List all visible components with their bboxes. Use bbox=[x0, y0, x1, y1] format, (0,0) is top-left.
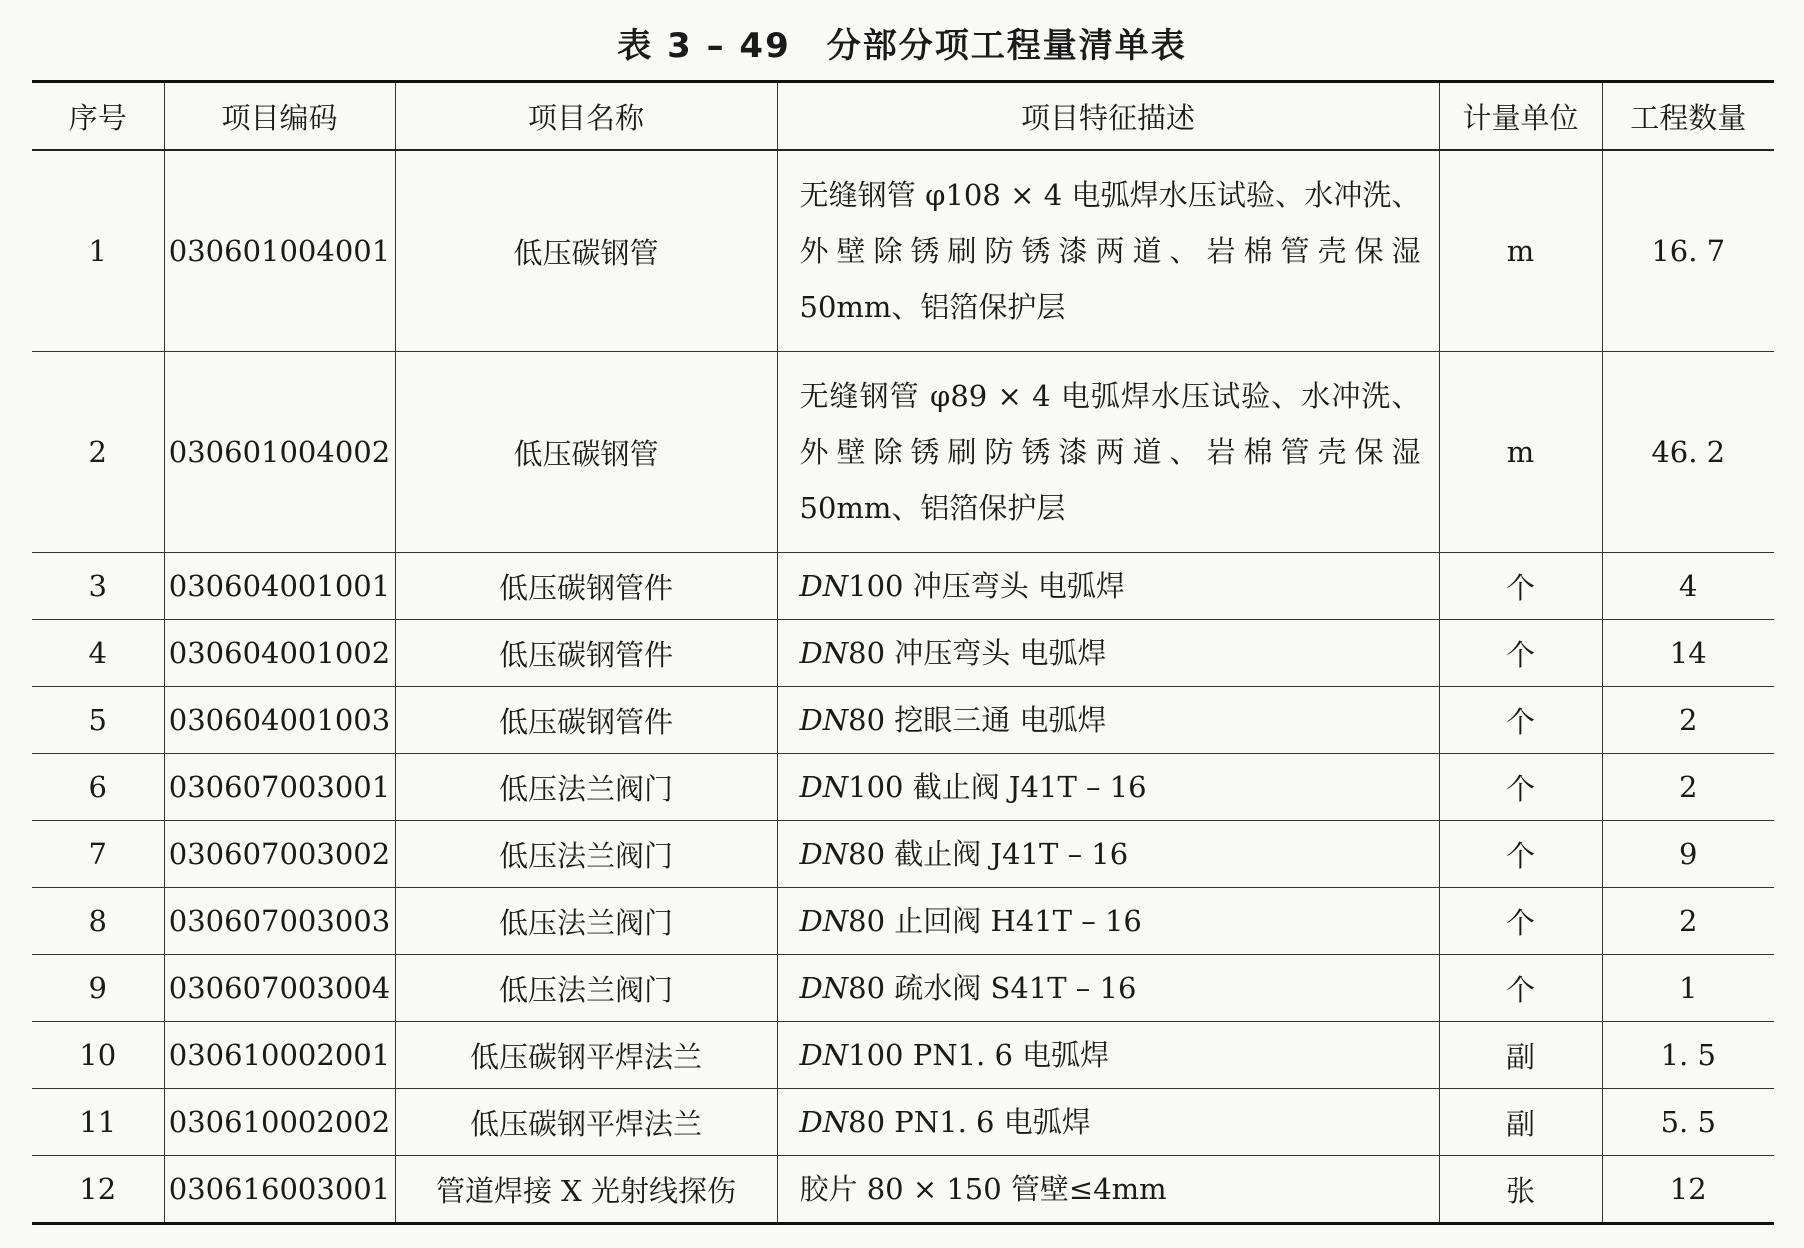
desc-text: 80 止回阀 H41T – 16 bbox=[848, 904, 1142, 938]
table-row bbox=[32, 1022, 1774, 1089]
table-row bbox=[32, 1156, 1774, 1224]
table-title bbox=[0, 18, 1804, 67]
cell-name: 低压碳钢管 bbox=[395, 352, 777, 553]
desc-text: 80 截止阀 J41T – 16 bbox=[848, 837, 1129, 871]
table-row bbox=[32, 1089, 1774, 1156]
cell-seq: 4 bbox=[32, 620, 164, 687]
cell-desc bbox=[777, 150, 1439, 352]
cell-qty: 2 bbox=[1602, 687, 1774, 754]
cell-unit: 个 bbox=[1439, 955, 1602, 1022]
table-row bbox=[32, 955, 1774, 1022]
desc-text: 80 冲压弯头 电弧焊 bbox=[848, 636, 1107, 670]
cell-code: 030601004001 bbox=[164, 150, 395, 352]
table-row bbox=[32, 620, 1774, 687]
table-row bbox=[32, 754, 1774, 821]
cell-unit: 个 bbox=[1439, 754, 1602, 821]
table-body bbox=[32, 150, 1774, 1224]
table-row bbox=[32, 888, 1774, 955]
cell-name: 低压碳钢管件 bbox=[395, 553, 777, 620]
desc-prefix: DN bbox=[799, 1038, 849, 1072]
cell-seq: 8 bbox=[32, 888, 164, 955]
cell-qty: 16. 7 bbox=[1602, 150, 1774, 352]
cell-desc bbox=[777, 620, 1439, 687]
cell-desc bbox=[777, 955, 1439, 1022]
cell-qty: 5. 5 bbox=[1602, 1089, 1774, 1156]
desc-text: 100 截止阀 J41T – 16 bbox=[848, 770, 1147, 804]
table-title-text: 分部分项工程量清单表 bbox=[826, 26, 1187, 66]
cell-desc bbox=[777, 888, 1439, 955]
cell-unit: m bbox=[1439, 352, 1602, 553]
cell-code: 030607003002 bbox=[164, 821, 395, 888]
cell-name: 低压碳钢平焊法兰 bbox=[395, 1089, 777, 1156]
table-row bbox=[32, 553, 1774, 620]
cell-qty: 14 bbox=[1602, 620, 1774, 687]
header-seq: 序号 bbox=[32, 82, 164, 151]
cell-seq: 1 bbox=[32, 150, 164, 352]
cell-seq: 5 bbox=[32, 687, 164, 754]
desc-prefix: DN bbox=[799, 904, 849, 938]
desc-text: 80 疏水阀 S41T – 16 bbox=[848, 971, 1137, 1005]
quantity-list-table bbox=[32, 80, 1774, 1225]
cell-unit: 个 bbox=[1439, 687, 1602, 754]
cell-name: 管道焊接 X 光射线探伤 bbox=[395, 1156, 777, 1224]
cell-code: 030604001003 bbox=[164, 687, 395, 754]
cell-qty: 9 bbox=[1602, 821, 1774, 888]
desc-text: 100 冲压弯头 电弧焊 bbox=[848, 569, 1125, 603]
header-unit: 计量单位 bbox=[1439, 82, 1602, 151]
cell-unit: 个 bbox=[1439, 553, 1602, 620]
header-desc: 项目特征描述 bbox=[777, 82, 1439, 151]
desc-text: 100 PN1. 6 电弧焊 bbox=[848, 1038, 1110, 1072]
desc-text: 无缝钢管 φ108 × 4 电弧焊水压试验、水冲洗、外壁除锈刷防锈漆两道、岩棉管壳保湿 50mm、铝箔保护层 bbox=[799, 178, 1421, 324]
cell-unit: 副 bbox=[1439, 1022, 1602, 1089]
cell-code: 030604001002 bbox=[164, 620, 395, 687]
desc-prefix: DN bbox=[799, 770, 849, 804]
cell-unit: 张 bbox=[1439, 1156, 1602, 1224]
desc-text: 无缝钢管 φ89 × 4 电弧焊水压试验、水冲洗、外壁除锈刷防锈漆两道、岩棉管壳保湿 50mm、铝箔保护层 bbox=[799, 379, 1421, 525]
header-qty: 工程数量 bbox=[1602, 82, 1774, 151]
cell-name: 低压碳钢管 bbox=[395, 150, 777, 352]
header-code: 项目编码 bbox=[164, 82, 395, 151]
cell-unit: 个 bbox=[1439, 888, 1602, 955]
cell-qty: 2 bbox=[1602, 888, 1774, 955]
cell-qty: 12 bbox=[1602, 1156, 1774, 1224]
cell-desc bbox=[777, 1156, 1439, 1224]
cell-seq: 11 bbox=[32, 1089, 164, 1156]
cell-code: 030616003001 bbox=[164, 1156, 395, 1224]
cell-qty: 1 bbox=[1602, 955, 1774, 1022]
cell-name: 低压碳钢管件 bbox=[395, 620, 777, 687]
cell-desc bbox=[777, 1089, 1439, 1156]
desc-prefix: DN bbox=[799, 636, 849, 670]
cell-desc bbox=[777, 553, 1439, 620]
cell-seq: 3 bbox=[32, 553, 164, 620]
table-number: 表 3 – 49 bbox=[617, 26, 791, 66]
cell-seq: 10 bbox=[32, 1022, 164, 1089]
desc-text: 80 PN1. 6 电弧焊 bbox=[848, 1105, 1091, 1139]
cell-unit: 个 bbox=[1439, 821, 1602, 888]
desc-prefix: DN bbox=[799, 971, 849, 1005]
header-row bbox=[32, 82, 1774, 151]
cell-unit: 个 bbox=[1439, 620, 1602, 687]
table-row bbox=[32, 150, 1774, 352]
cell-qty: 2 bbox=[1602, 754, 1774, 821]
cell-code: 030607003004 bbox=[164, 955, 395, 1022]
cell-name: 低压法兰阀门 bbox=[395, 955, 777, 1022]
desc-prefix: DN bbox=[799, 703, 849, 737]
cell-seq: 7 bbox=[32, 821, 164, 888]
cell-code: 030610002002 bbox=[164, 1089, 395, 1156]
desc-text: 80 挖眼三通 电弧焊 bbox=[848, 703, 1107, 737]
desc-prefix: DN bbox=[799, 1105, 849, 1139]
cell-qty: 4 bbox=[1602, 553, 1774, 620]
desc-text: 胶片 80 × 150 管壁≤4mm bbox=[799, 1172, 1167, 1206]
cell-desc bbox=[777, 754, 1439, 821]
header-name: 项目名称 bbox=[395, 82, 777, 151]
cell-desc bbox=[777, 352, 1439, 553]
cell-name: 低压法兰阀门 bbox=[395, 754, 777, 821]
cell-desc bbox=[777, 687, 1439, 754]
cell-desc bbox=[777, 1022, 1439, 1089]
cell-qty: 1. 5 bbox=[1602, 1022, 1774, 1089]
cell-code: 030601004002 bbox=[164, 352, 395, 553]
cell-qty: 46. 2 bbox=[1602, 352, 1774, 553]
cell-seq: 6 bbox=[32, 754, 164, 821]
cell-code: 030610002001 bbox=[164, 1022, 395, 1089]
cell-seq: 9 bbox=[32, 955, 164, 1022]
cell-unit: m bbox=[1439, 150, 1602, 352]
table-row bbox=[32, 687, 1774, 754]
cell-code: 030604001001 bbox=[164, 553, 395, 620]
cell-name: 低压法兰阀门 bbox=[395, 888, 777, 955]
desc-prefix: DN bbox=[799, 569, 849, 603]
desc-prefix: DN bbox=[799, 837, 849, 871]
cell-seq: 12 bbox=[32, 1156, 164, 1224]
cell-unit: 副 bbox=[1439, 1089, 1602, 1156]
cell-seq: 2 bbox=[32, 352, 164, 553]
cell-code: 030607003001 bbox=[164, 754, 395, 821]
table-row bbox=[32, 352, 1774, 553]
cell-desc bbox=[777, 821, 1439, 888]
table-row bbox=[32, 821, 1774, 888]
cell-name: 低压碳钢管件 bbox=[395, 687, 777, 754]
cell-code: 030607003003 bbox=[164, 888, 395, 955]
cell-name: 低压法兰阀门 bbox=[395, 821, 777, 888]
cell-name: 低压碳钢平焊法兰 bbox=[395, 1022, 777, 1089]
